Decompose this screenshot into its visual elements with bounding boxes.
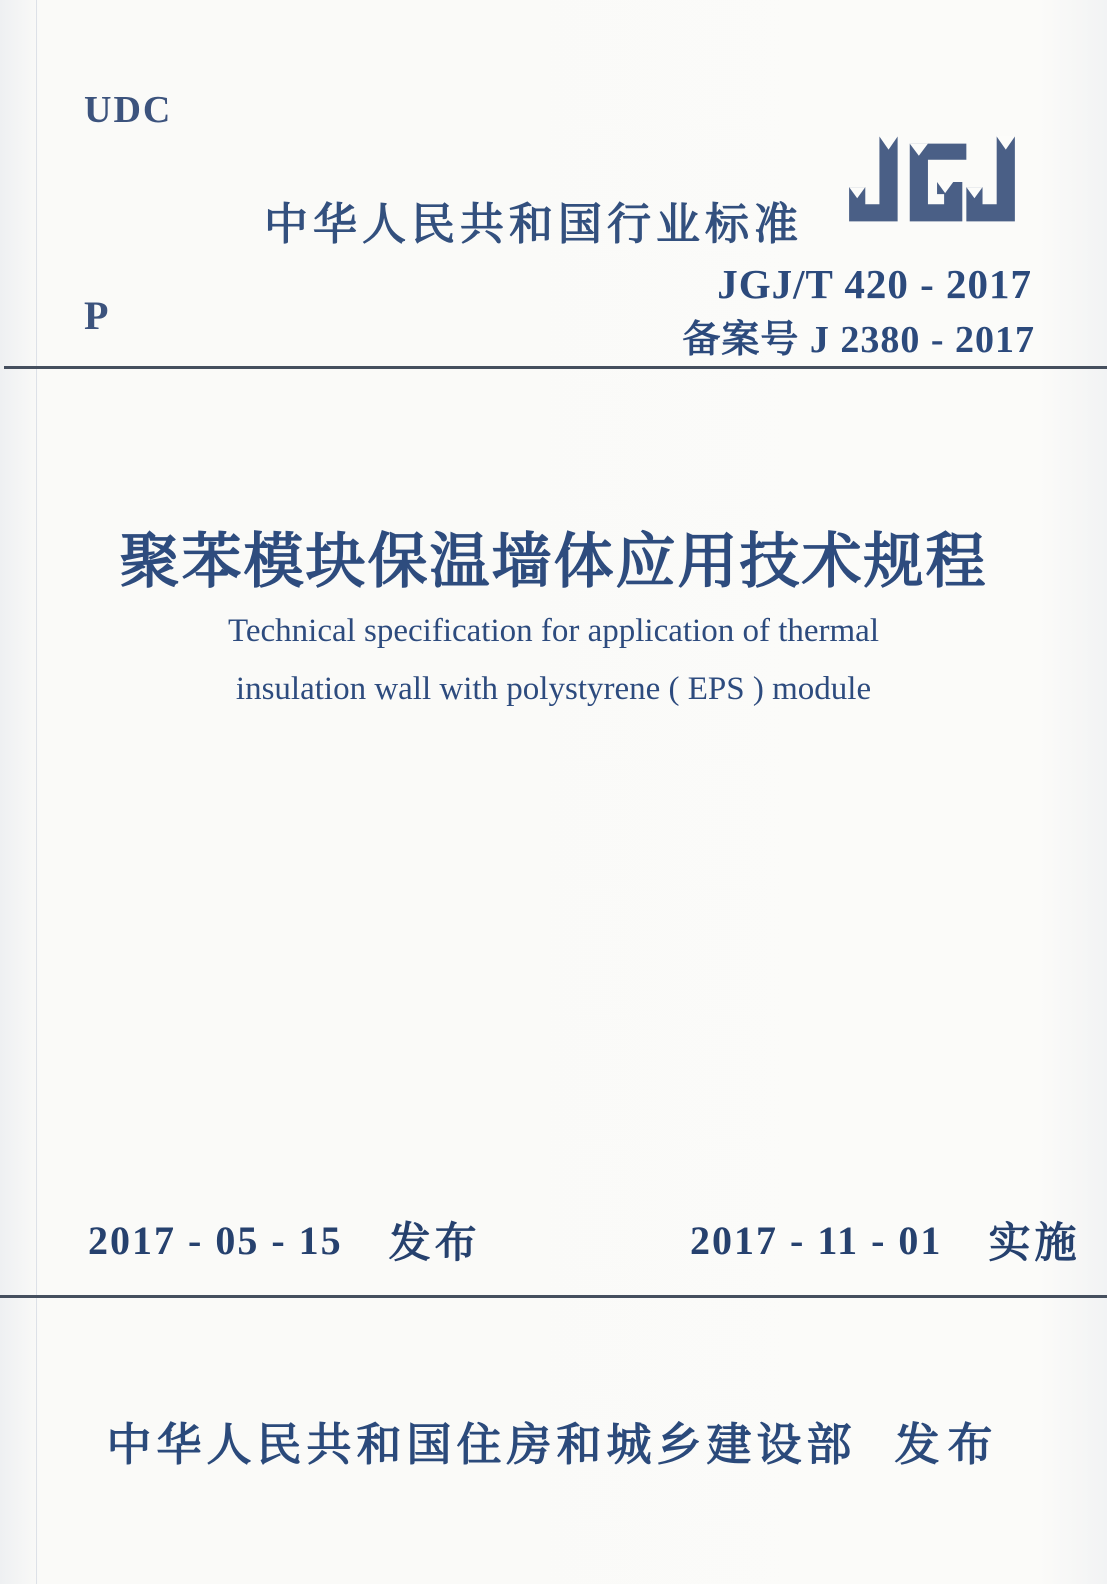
implementation-label: 实施: [988, 1219, 1081, 1266]
issue-date-group: [88, 1210, 481, 1270]
classification-label: P: [84, 293, 109, 338]
issue-label: 发布: [388, 1219, 481, 1266]
implementation-date: 2017 - 11 - 01: [690, 1217, 943, 1263]
title-english-line1: Technical specification for application of thermal: [228, 613, 879, 649]
jgj-logo-graphic: [839, 132, 1027, 229]
standard-category-heading: 中华人民共和国行业标准: [264, 200, 803, 249]
issue-date: 2017 - 05 - 15: [88, 1217, 343, 1263]
bottom-rule-line: [0, 1295, 1107, 1298]
title-english: [0, 602, 1107, 718]
record-number: 备案号 J 2380 - 2017: [682, 319, 1035, 361]
standard-code: JGJ/T 420 - 2017: [717, 261, 1032, 307]
title-english-line2: insulation wall with polystyrene ( EPS ) module: [235, 671, 872, 707]
scan-crease-line: [36, 0, 37, 1584]
publisher-action-label: 发布: [894, 1419, 1001, 1470]
jgj-logo: [839, 132, 1027, 229]
top-rule-line: [4, 366, 1107, 369]
publisher-name: 中华人民共和国住房和城乡建设部: [106, 1419, 857, 1470]
publisher-group: [0, 1408, 1107, 1473]
title-chinese: 聚苯模块保温墙体应用技术规程: [119, 529, 988, 595]
implementation-date-group: [690, 1210, 1080, 1270]
udc-label: UDC: [84, 89, 173, 131]
